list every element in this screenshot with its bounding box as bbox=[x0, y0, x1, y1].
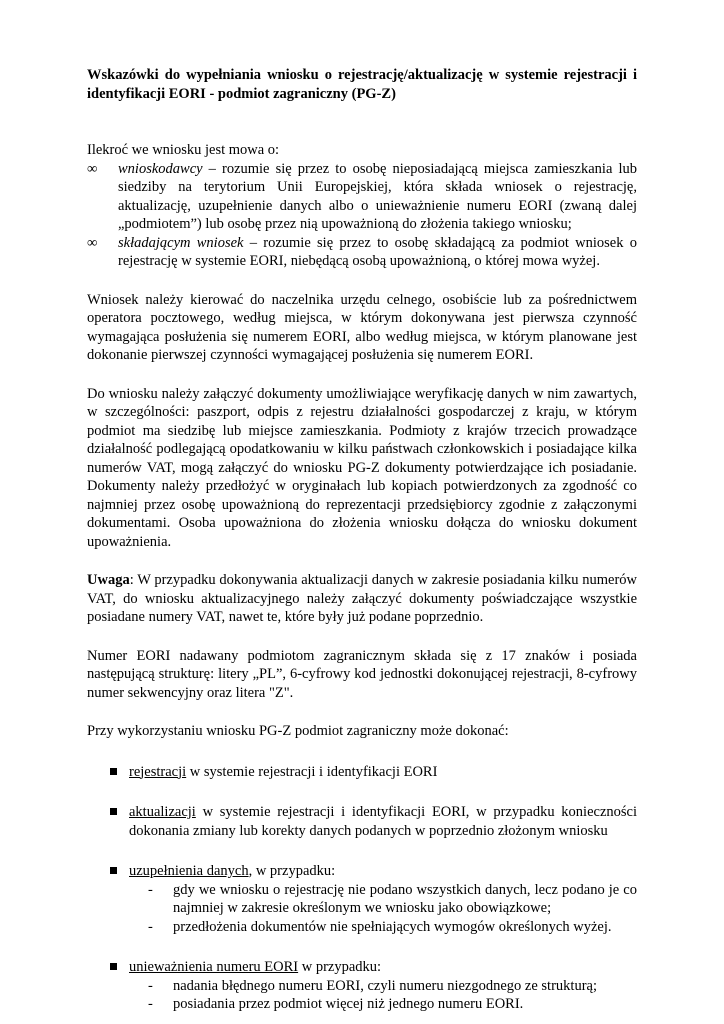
action-item-registration bbox=[87, 763, 637, 782]
definition-text: – rozumie się przez to osobę składającą za podmiot wniosek o rejestrację w systemie EORI, niebędącą osobą upoważnioną, o której mowa wyżej. bbox=[118, 234, 637, 269]
square-bullet-icon bbox=[110, 867, 117, 874]
action-label: rejestracji bbox=[129, 763, 187, 780]
action-text: w systemie rejestracji i identyfikacji EORI, w przypadku konieczności dokonania zmiany lub korekty danych podanych w poprzednio złożonym wniosku bbox=[129, 804, 637, 839]
paragraph-actions-intro: Przy wykorzystaniu wniosku PG-Z podmiot zagraniczny może dokonać: bbox=[87, 723, 509, 739]
action-text: w przypadku: bbox=[298, 959, 382, 975]
note-text: : W przypadku dokonywania aktualizacji danych w zakresie posiadania kilku numerów VAT, do wniosku aktualizacyjnego należy załączyć dokumenty poświadczające wszystkie posiadane numery VAT, nawet te, które były już podane poprzednio. bbox=[87, 572, 637, 625]
action-label: aktualizacji bbox=[129, 804, 196, 820]
action-text: w systemie rejestracji i identyfikacji EORI bbox=[186, 763, 438, 780]
action-label: unieważnienia numeru EORI bbox=[129, 959, 299, 975]
sub-item-text: posiadania przez podmiot więcej niż jednego numeru EORI. bbox=[173, 996, 524, 1012]
definition-term: składającym wniosek bbox=[118, 234, 244, 251]
infinity-bullet-icon: ∞ bbox=[87, 234, 98, 251]
action-label: uzupełnienia danych bbox=[129, 863, 249, 879]
paragraph-eori-structure: Numer EORI nadawany podmiotom zagranicznym składa się z 17 znaków i posiada następującą strukturę: litery „PL”, 6-cyfrowy kod jednostki dokonującej rejestracji, 8-cyfrowy numer sekwencyjny oraz litera "Z". bbox=[87, 647, 637, 701]
paragraph-attachments: Do wniosku należy załączyć dokumenty umożliwiające weryfikację danych w nim zawartych, w szczególności: paszport, odpis z rejestru działalności gospodarczej z kraju, w którym podmiot ma siedzibę lub miejsce zamieszkania. Podmioty z krajów trzecich prowadzące działalność podlegającą opodatkowaniu w kilku państwach członkowskich i posiadające kilka numerów VAT, mogą załączyć do wniosku PG-Z dokumenty potwierdzające ich posiadanie. Dokumenty należy przedłożyć w oryginałach lub kopiach potwierdzonych za zgodność co najmniej przez osobę upoważnioną do reprezentacji przedsiębiorcy zgodnie z załączonymi dokumentami. Osoba upoważniona do złożenia wniosku dołącza do wniosku dokument upoważnienia. bbox=[87, 385, 637, 550]
definition-item bbox=[87, 234, 637, 271]
paragraph-submission: Wniosek należy kierować do naczelnika urzędu celnego, osobiście lub za pośrednictwem operatora pocztowego, według miejsca, w którym dokonywana jest pierwsza czynność wymagająca posłużenia się numerem EORI, albo według miejsca, w którym planowane jest dokonanie pierwszej czynności wymagającej posłużenia się numerem EORI. bbox=[87, 291, 637, 363]
sub-item-text: gdy we wniosku o rejestrację nie podano wszystkich danych, lecz podano je co najmniej w zakresie określonym we wniosku jako obowiązkowe; bbox=[173, 881, 637, 916]
square-bullet-icon bbox=[110, 808, 117, 815]
definition-term: wnioskodawcy bbox=[118, 160, 203, 177]
dash-bullet-icon: - bbox=[148, 977, 153, 994]
definition-item bbox=[87, 160, 637, 234]
sub-item bbox=[129, 995, 637, 1014]
action-item-supplement bbox=[87, 862, 637, 936]
dash-bullet-icon: - bbox=[148, 996, 153, 1012]
sub-item-text: przedłożenia dokumentów nie spełniających wymogów określonych wyżej. bbox=[173, 918, 612, 935]
square-bullet-icon bbox=[110, 768, 117, 775]
infinity-bullet-icon: ∞ bbox=[87, 160, 98, 177]
definitions-intro: Ilekroć we wniosku jest mowa o: bbox=[87, 142, 280, 158]
document-page bbox=[87, 66, 637, 1014]
document-title: Wskazówki do wypełniania wniosku o rejestrację/aktualizację w systemie rejestracji i identyfikacji EORI - podmiot zagraniczny (PG-Z) bbox=[87, 67, 637, 102]
action-item-invalidation bbox=[87, 958, 637, 1014]
note-label: Uwaga bbox=[87, 572, 130, 588]
sub-item bbox=[129, 977, 637, 996]
dash-bullet-icon: - bbox=[148, 918, 153, 935]
dash-bullet-icon: - bbox=[148, 881, 153, 898]
sub-item-text: nadania błędnego numeru EORI, czyli numeru niezgodnego ze strukturą; bbox=[173, 977, 597, 994]
definition-text: – rozumie się przez to osobę nieposiadającą miejsca zamieszkania lub siedziby na terytorium Unii Europejskiej, która składa wniosek o rejestrację, aktualizację, uzupełnienie danych albo o unieważnienie numeru EORI (zwaną dalej „podmiotem”) lub osobę przez nią upoważnioną do złożenia takiego wniosku; bbox=[118, 160, 637, 232]
action-text: , w przypadku: bbox=[248, 863, 336, 879]
sub-item bbox=[129, 881, 637, 918]
action-item-update bbox=[87, 803, 637, 840]
square-bullet-icon bbox=[110, 963, 117, 970]
note-paragraph bbox=[87, 571, 637, 627]
sub-item bbox=[129, 918, 637, 937]
